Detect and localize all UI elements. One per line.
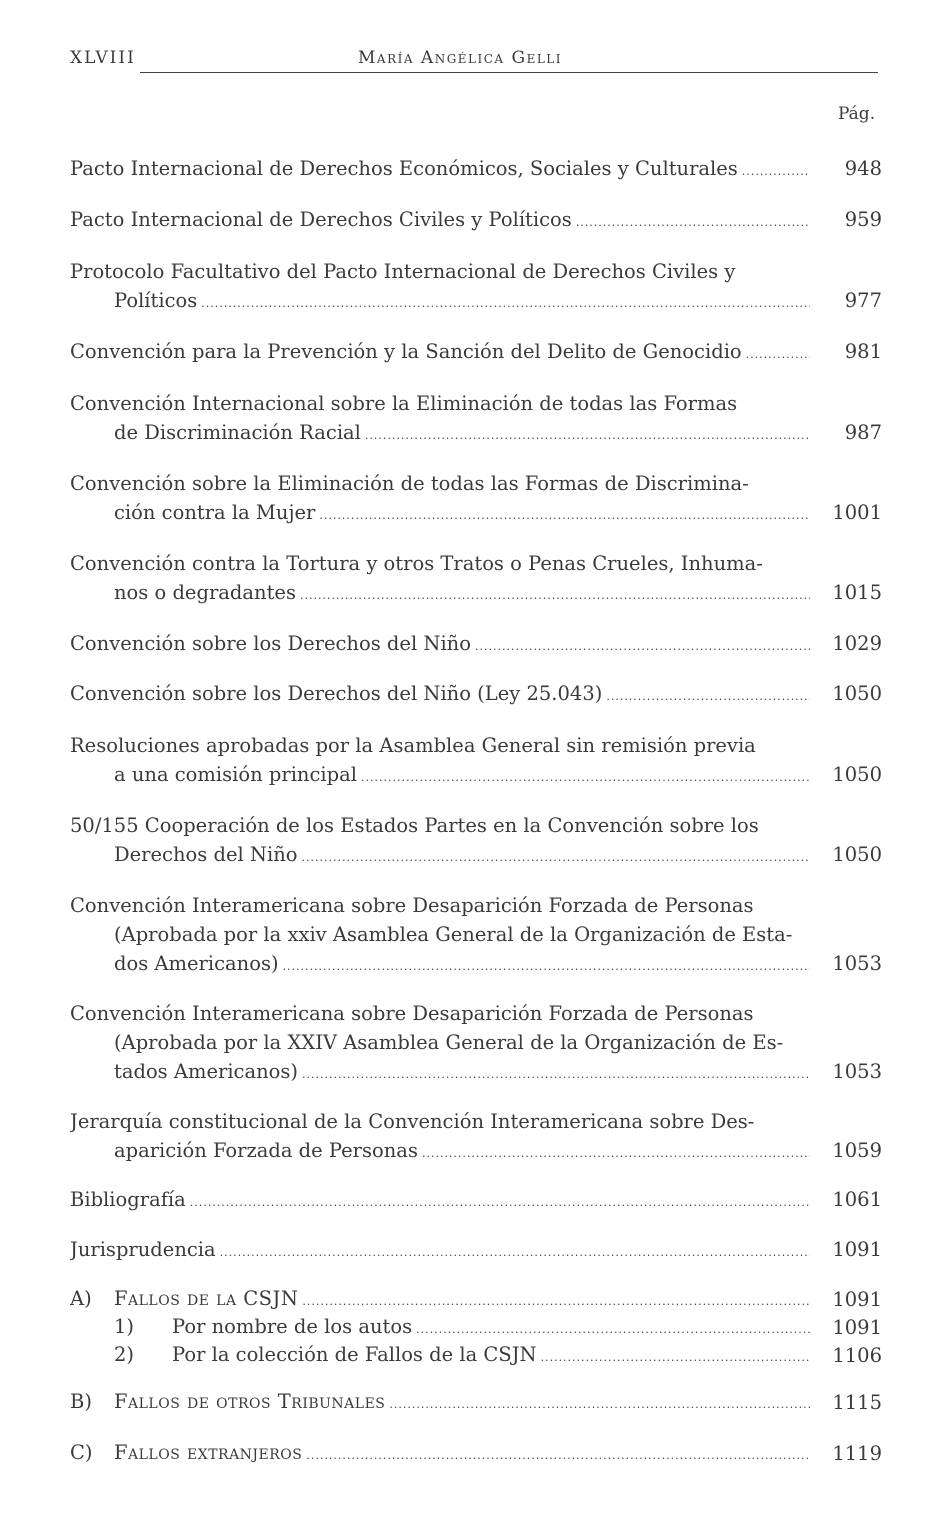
entry-title-line: aparición Forzada de Personas bbox=[114, 1139, 418, 1162]
dot-leader bbox=[742, 154, 810, 183]
page-folio: XLVIII bbox=[70, 48, 136, 68]
dot-leader bbox=[541, 1341, 810, 1369]
toc-entry[interactable] bbox=[70, 389, 882, 447]
entry-title-line: Convención Interamericana sobre Desaparición Forzada de Personas bbox=[70, 894, 754, 917]
section-title: Fallos extranjeros bbox=[114, 1441, 303, 1464]
toc-section[interactable] bbox=[70, 1439, 882, 1467]
dot-leader bbox=[475, 629, 810, 658]
entry-title-line: Convención Interamericana sobre Desaparición Forzada de Personas bbox=[70, 1002, 754, 1025]
dot-leader bbox=[306, 1439, 810, 1467]
dot-leader bbox=[283, 949, 810, 978]
running-author: María Angélica Gelli bbox=[358, 48, 563, 68]
section-marker: B) bbox=[70, 1390, 92, 1413]
dot-leader bbox=[190, 1185, 810, 1214]
toc-entry[interactable] bbox=[70, 1235, 882, 1264]
section-title: Por nombre de los autos bbox=[172, 1315, 413, 1338]
dot-leader bbox=[319, 498, 810, 527]
dot-leader bbox=[201, 286, 810, 315]
toc-entry[interactable] bbox=[70, 469, 882, 527]
section-marker: C) bbox=[70, 1441, 93, 1464]
entry-title-line: Resoluciones aprobadas por la Asamblea General sin remisión previa bbox=[70, 734, 756, 757]
dot-leader bbox=[361, 760, 810, 789]
entry-title-line: tados Americanos) bbox=[114, 1060, 299, 1083]
entry-page-number: 981 bbox=[844, 340, 882, 363]
entry-title-line: Convención sobre la Eliminación de todas las Formas de Discrimina- bbox=[70, 472, 749, 495]
entry-title-line: Protocolo Facultativo del Pacto Internacional de Derechos Civiles y bbox=[70, 260, 736, 283]
section-marker: A) bbox=[70, 1287, 92, 1310]
entry-title-line: 50/155 Cooperación de los Estados Partes en la Convención sobre los bbox=[70, 814, 759, 837]
toc-entry[interactable] bbox=[70, 257, 882, 315]
dot-leader bbox=[389, 1388, 810, 1416]
entry-title-line: (Aprobada por la XXIV Asamblea General de la Organización de Es- bbox=[114, 1031, 784, 1054]
entry-title-line: Derechos del Niño bbox=[114, 843, 298, 866]
toc-entry[interactable] bbox=[70, 891, 882, 978]
entry-title-line: Jurisprudencia bbox=[70, 1238, 216, 1261]
toc-section[interactable] bbox=[70, 1285, 882, 1369]
dot-leader bbox=[422, 1136, 810, 1165]
entry-page-number: 1115 bbox=[832, 1391, 882, 1414]
entry-page-number: 1091 bbox=[832, 1316, 882, 1339]
entry-page-number: 1050 bbox=[832, 763, 882, 786]
entry-page-number: 1106 bbox=[832, 1344, 882, 1367]
toc-entry[interactable] bbox=[70, 629, 882, 658]
entry-title-line: de Discriminación Racial bbox=[114, 421, 361, 444]
toc-entry[interactable] bbox=[70, 1185, 882, 1214]
entry-page-number: 1059 bbox=[832, 1139, 882, 1162]
toc-entry[interactable] bbox=[70, 811, 882, 869]
dot-leader bbox=[220, 1235, 810, 1264]
entry-title-line: Jerarquía constitucional de la Convención Interamericana sobre Des- bbox=[70, 1110, 755, 1133]
entry-title-line: (Aprobada por la xxiv Asamblea General de la Organización de Esta- bbox=[114, 923, 793, 946]
header-rule bbox=[140, 72, 878, 73]
entry-page-number: 1050 bbox=[832, 682, 882, 705]
entry-page-number: 977 bbox=[844, 289, 882, 312]
toc-section[interactable] bbox=[70, 1388, 882, 1416]
entry-page-number: 1119 bbox=[832, 1442, 882, 1465]
toc-entry[interactable] bbox=[70, 205, 882, 234]
entry-page-number: 1053 bbox=[832, 1060, 882, 1083]
entry-title-line: Pacto Internacional de Derechos Económicos, Sociales y Culturales bbox=[70, 157, 738, 180]
entry-title-line: Bibliografía bbox=[70, 1188, 186, 1211]
entry-title-line: Convención Internacional sobre la Eliminación de todas las Formas bbox=[70, 392, 738, 415]
entry-page-number: 1091 bbox=[832, 1238, 882, 1261]
section-marker: 1) bbox=[114, 1315, 135, 1338]
dot-leader bbox=[302, 1057, 810, 1086]
toc-entry[interactable] bbox=[70, 1107, 882, 1165]
entry-page-number: 1050 bbox=[832, 843, 882, 866]
entry-title-line: Convención para la Prevención y la Sanción del Delito de Genocidio bbox=[70, 340, 742, 363]
dot-leader bbox=[576, 205, 810, 234]
dot-leader bbox=[300, 578, 810, 607]
toc-entry[interactable] bbox=[70, 549, 882, 607]
entry-title-line: dos Americanos) bbox=[114, 952, 279, 975]
entry-page-number: 1061 bbox=[832, 1188, 882, 1211]
toc-entry[interactable] bbox=[70, 679, 882, 708]
entry-page-number: 1053 bbox=[832, 952, 882, 975]
dot-leader bbox=[302, 840, 810, 869]
entry-title-line: Pacto Internacional de Derechos Civiles y Políticos bbox=[70, 208, 572, 231]
entry-page-number: 1015 bbox=[832, 581, 882, 604]
entry-title-line: Convención contra la Tortura y otros Tratos o Penas Crueles, Inhuma- bbox=[70, 552, 763, 575]
entry-page-number: 959 bbox=[844, 208, 882, 231]
entry-title-line: nos o degradantes bbox=[114, 581, 296, 604]
toc-entry[interactable] bbox=[70, 731, 882, 789]
entry-title-line: Convención sobre los Derechos del Niño (Ley 25.043) bbox=[70, 682, 603, 705]
section-title: Por la colección de Fallos de la CSJN bbox=[172, 1343, 537, 1366]
entry-title-line: Convención sobre los Derechos del Niño bbox=[70, 632, 471, 655]
toc-entry[interactable] bbox=[70, 999, 882, 1086]
dot-leader bbox=[606, 679, 810, 708]
dot-leader bbox=[416, 1313, 810, 1341]
running-header bbox=[70, 46, 878, 76]
entry-page-number: 1091 bbox=[832, 1288, 882, 1311]
entry-page-number: 948 bbox=[844, 157, 882, 180]
dot-leader bbox=[746, 337, 810, 366]
toc-entry[interactable] bbox=[70, 154, 882, 183]
dot-leader bbox=[365, 418, 810, 447]
section-title: Fallos de otros Tribunales bbox=[114, 1390, 386, 1413]
dot-leader bbox=[302, 1285, 810, 1313]
entry-page-number: 987 bbox=[844, 421, 882, 444]
entry-title-line: ción contra la Mujer bbox=[114, 501, 316, 524]
entry-page-number: 1029 bbox=[832, 632, 882, 655]
toc-entry[interactable] bbox=[70, 337, 882, 366]
page-column-label: Pág. bbox=[838, 104, 876, 124]
section-title: Fallos de la CSJN bbox=[114, 1287, 299, 1310]
section-marker: 2) bbox=[114, 1343, 135, 1366]
entry-title-line: Políticos bbox=[114, 289, 198, 312]
entry-page-number: 1001 bbox=[832, 501, 882, 524]
entry-title-line: a una comisión principal bbox=[114, 763, 357, 786]
